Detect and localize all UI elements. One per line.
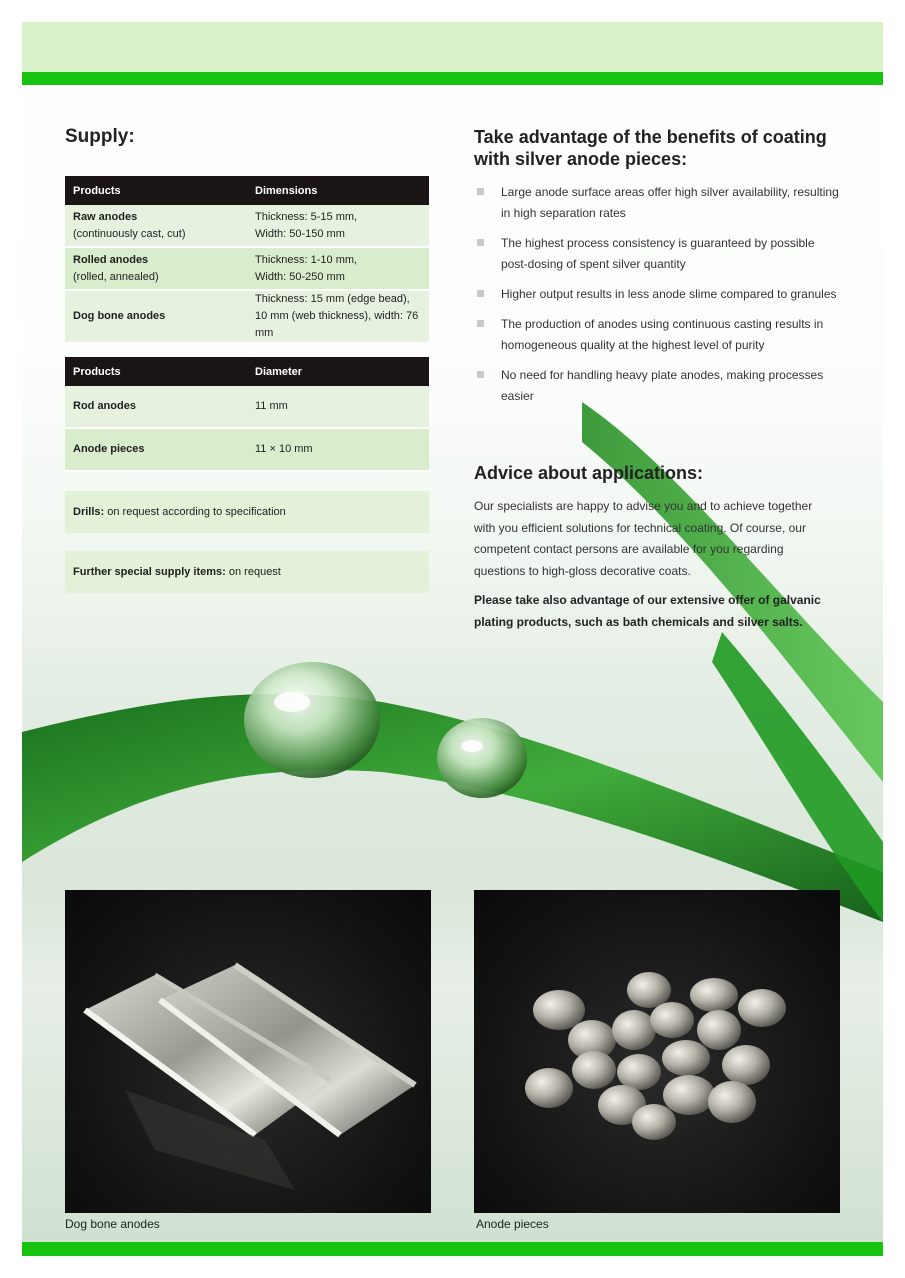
drills-label: Drills:: [73, 506, 105, 518]
advice-bold-paragraph: Please take also advantage of our extensive offer of galvanic plating products, such as bath chemicals and silver salts.: [474, 593, 821, 629]
table-row: [65, 248, 429, 291]
photo-caption: Anode pieces: [476, 1217, 549, 1231]
advice-heading: Advice about applications:: [474, 463, 704, 483]
column-header-diameter: Diameter: [247, 357, 429, 386]
product-name: Raw anodes: [73, 210, 138, 223]
list-item-text: The production of anodes using continuous casting results in homogeneous quality at the highest level of purity: [501, 317, 824, 352]
table-row: [65, 205, 429, 248]
footer-green-bar: [22, 1242, 883, 1256]
list-item: [474, 314, 844, 356]
dimension-line: 10 mm (web thickness), width: 76 mm: [255, 310, 419, 339]
bullet-square-icon: [477, 239, 484, 246]
advice-paragraph: Our specialists are happy to advise you and to achieve together with you efficient solutions for technical coating. Of course, our competent contact persons are available for you regarding questions to high-gloss decorative coats.: [474, 499, 813, 578]
diameter-value: 11 mm: [247, 386, 429, 429]
dimensions-cell: [247, 248, 429, 291]
column-header-products: Products: [65, 357, 247, 386]
diameter-table: [65, 357, 429, 472]
drills-text: on request according to specification: [104, 506, 286, 518]
table-header-row: [65, 176, 429, 205]
dimension-line: Thickness: 15 mm (edge bead),: [255, 293, 410, 305]
dimension-line: Width: 50-250 mm: [255, 270, 345, 283]
dimension-line: Width: 50-150 mm: [255, 227, 345, 240]
bullet-square-icon: [477, 371, 484, 378]
dimensions-cell: [247, 205, 429, 248]
diameter-value: 11 × 10 mm: [247, 429, 429, 472]
dimension-line: Thickness: 5-15 mm,: [255, 210, 358, 223]
header-band: [22, 22, 883, 72]
anode-pieces-photo: [474, 890, 840, 1213]
table-row: [65, 429, 429, 472]
column-header-dimensions: Dimensions: [247, 176, 429, 205]
supply-heading: Supply:: [65, 126, 135, 147]
table-header-row: [65, 357, 429, 386]
anode-pieces-image: [474, 890, 840, 1213]
list-item-text: Large anode surface areas offer high silver availability, resulting in high separation rates: [501, 185, 839, 220]
benefits-heading: [474, 126, 854, 170]
product-cell: [65, 291, 247, 344]
header-green-bar: [22, 72, 883, 85]
list-item: [474, 284, 844, 305]
list-item-text: The highest process consistency is guaranteed by possible post-dosing of spent silver quantity: [501, 236, 815, 271]
dimensions-table: [65, 176, 429, 344]
product-name: Rolled anodes: [73, 253, 149, 266]
dog-bone-anodes-photo: [65, 890, 431, 1213]
list-item: [474, 233, 844, 275]
table-row: [65, 291, 429, 344]
further-label: Further special supply items:: [73, 566, 226, 578]
benefits-list: [474, 182, 844, 416]
benefits-heading-line: Take advantage of the benefits of coating: [474, 127, 827, 147]
dog-bone-anodes-image: [65, 890, 431, 1213]
bullet-square-icon: [477, 290, 484, 297]
bullet-square-icon: [477, 188, 484, 195]
product-name: Anode pieces: [65, 429, 247, 472]
product-note: (continuously cast, cut): [73, 227, 186, 240]
product-note: (rolled, annealed): [73, 270, 159, 283]
leaf-waterdrop-illustration: [22, 402, 883, 962]
drills-note: [65, 491, 429, 533]
further-text: on request: [225, 566, 281, 578]
list-item: [474, 182, 844, 224]
product-name: Rod anodes: [65, 386, 247, 429]
further-supply-note: [65, 551, 429, 593]
list-item-text: No need for handling heavy plate anodes, making processes easier: [501, 368, 824, 403]
table-row: [65, 386, 429, 429]
product-cell: [65, 205, 247, 248]
list-item: [474, 365, 844, 407]
column-header-products: Products: [65, 176, 247, 205]
product-cell: [65, 248, 247, 291]
benefits-heading-line: with silver anode pieces:: [474, 149, 688, 169]
list-item-text: Higher output results in less anode slime compared to granules: [501, 287, 837, 301]
photo-caption: Dog bone anodes: [65, 1217, 160, 1231]
bullet-square-icon: [477, 320, 484, 327]
dimensions-cell: [247, 291, 429, 344]
dimension-line: Thickness: 1-10 mm,: [255, 253, 358, 266]
product-name: Dog bone anodes: [73, 310, 166, 322]
